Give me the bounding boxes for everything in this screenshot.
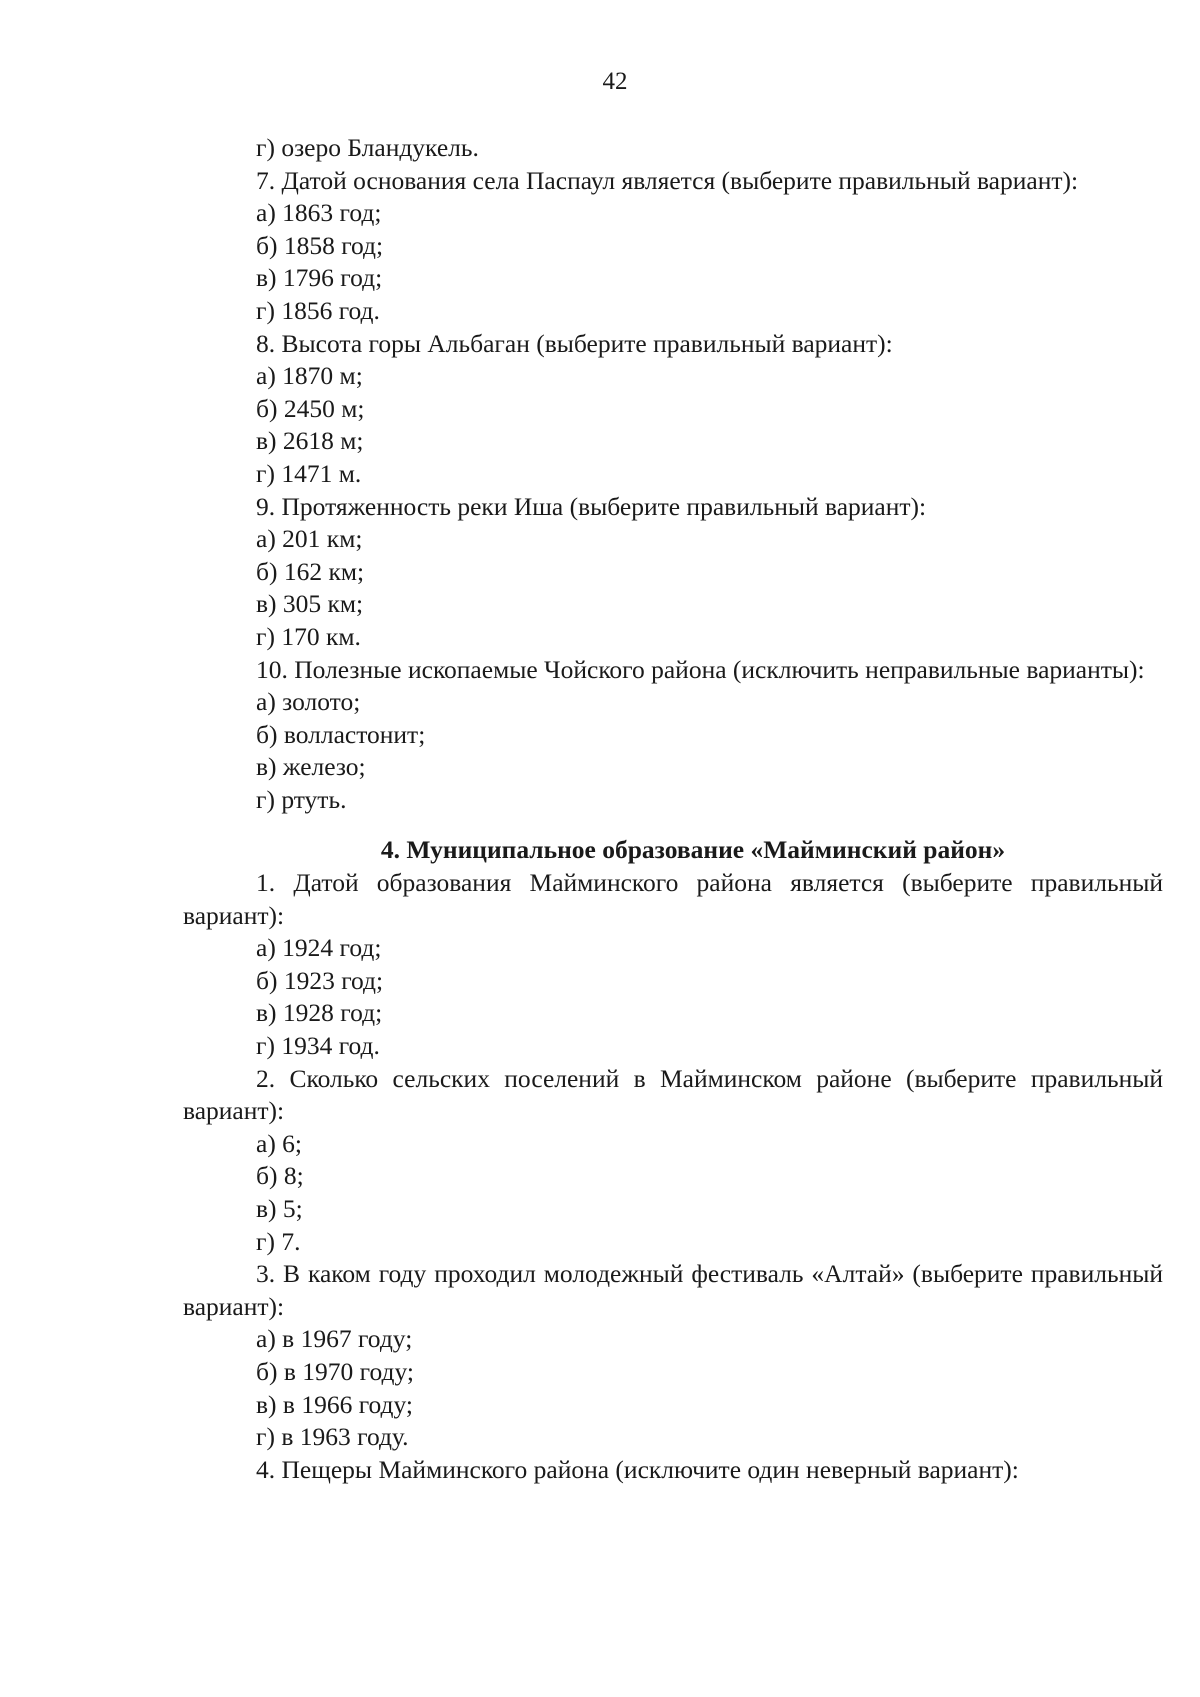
answer-option: г) в 1963 году.	[256, 1422, 409, 1452]
answer-option: г) ртуть.	[256, 784, 347, 814]
answer-option: в) 1928 год;	[256, 998, 383, 1028]
answer-option: г) 170 км.	[256, 621, 361, 651]
question-2: 2. Сколько сельских поселений в Майминском районе (выберите правильный вариант):	[183, 1063, 1163, 1126]
answer-option: г) 1471 м.	[256, 458, 362, 488]
page-number: 42	[602, 68, 628, 95]
answer-option: а) 1870 м;	[256, 361, 363, 391]
answer-option: б) 8;	[256, 1161, 304, 1191]
answer-option: а) золото;	[256, 687, 361, 717]
answer-option: г) 1856 год.	[256, 295, 380, 325]
answer-option: а) в 1967 году;	[256, 1324, 413, 1354]
question-10: 10. Полезные ископаемые Чойского района (исключить неправильные варианты):	[256, 654, 1145, 684]
answer-option: а) 201 км;	[256, 524, 363, 554]
question-4: 4. Пещеры Майминского района (исключите один неверный вариант):	[256, 1454, 1019, 1484]
document-body	[183, 132, 1163, 1486]
answer-option: б) волластонит;	[256, 719, 426, 749]
question-1: 1. Датой образования Майминского района является (выберите правильный вариант):	[183, 868, 1163, 930]
answer-option: б) 2450 м;	[256, 393, 365, 423]
answer-option: а) 1924 год;	[256, 933, 382, 963]
answer-option: б) 162 км;	[256, 556, 365, 586]
question-8: 8. Высота горы Альбаган (выберите правильный вариант):	[256, 328, 893, 358]
answer-option: в) 2618 м;	[256, 426, 364, 456]
question-7: 7. Датой основания села Паспаул является (выберите правильный вариант):	[256, 165, 1079, 195]
section-heading: 4. Муниципальное образование «Майминский район»	[380, 835, 1006, 865]
answer-option: а) 6;	[256, 1128, 303, 1158]
question-3: 3. В каком году проходил молодежный фестиваль «Алтай» (выберите правильный вариант):	[183, 1259, 1163, 1321]
answer-option: в) железо;	[256, 752, 366, 782]
answer-option: г) 7.	[256, 1226, 301, 1256]
answer-option: а) 1863 год;	[256, 198, 382, 228]
answer-option: б) 1858 год;	[256, 230, 384, 260]
answer-option: в) 305 км;	[256, 589, 364, 619]
answer-option: г) озеро Бландукель.	[256, 133, 479, 162]
question-9: 9. Протяженность реки Иша (выберите правильный вариант):	[256, 491, 927, 521]
answer-option: в) 1796 год;	[256, 263, 383, 293]
answer-option: г) 1934 год.	[256, 1031, 380, 1061]
answer-option: б) 1923 год;	[256, 965, 384, 995]
answer-option: б) в 1970 году;	[256, 1356, 414, 1386]
answer-option: в) 5;	[256, 1194, 303, 1223]
answer-option: в) в 1966 году;	[256, 1389, 414, 1419]
